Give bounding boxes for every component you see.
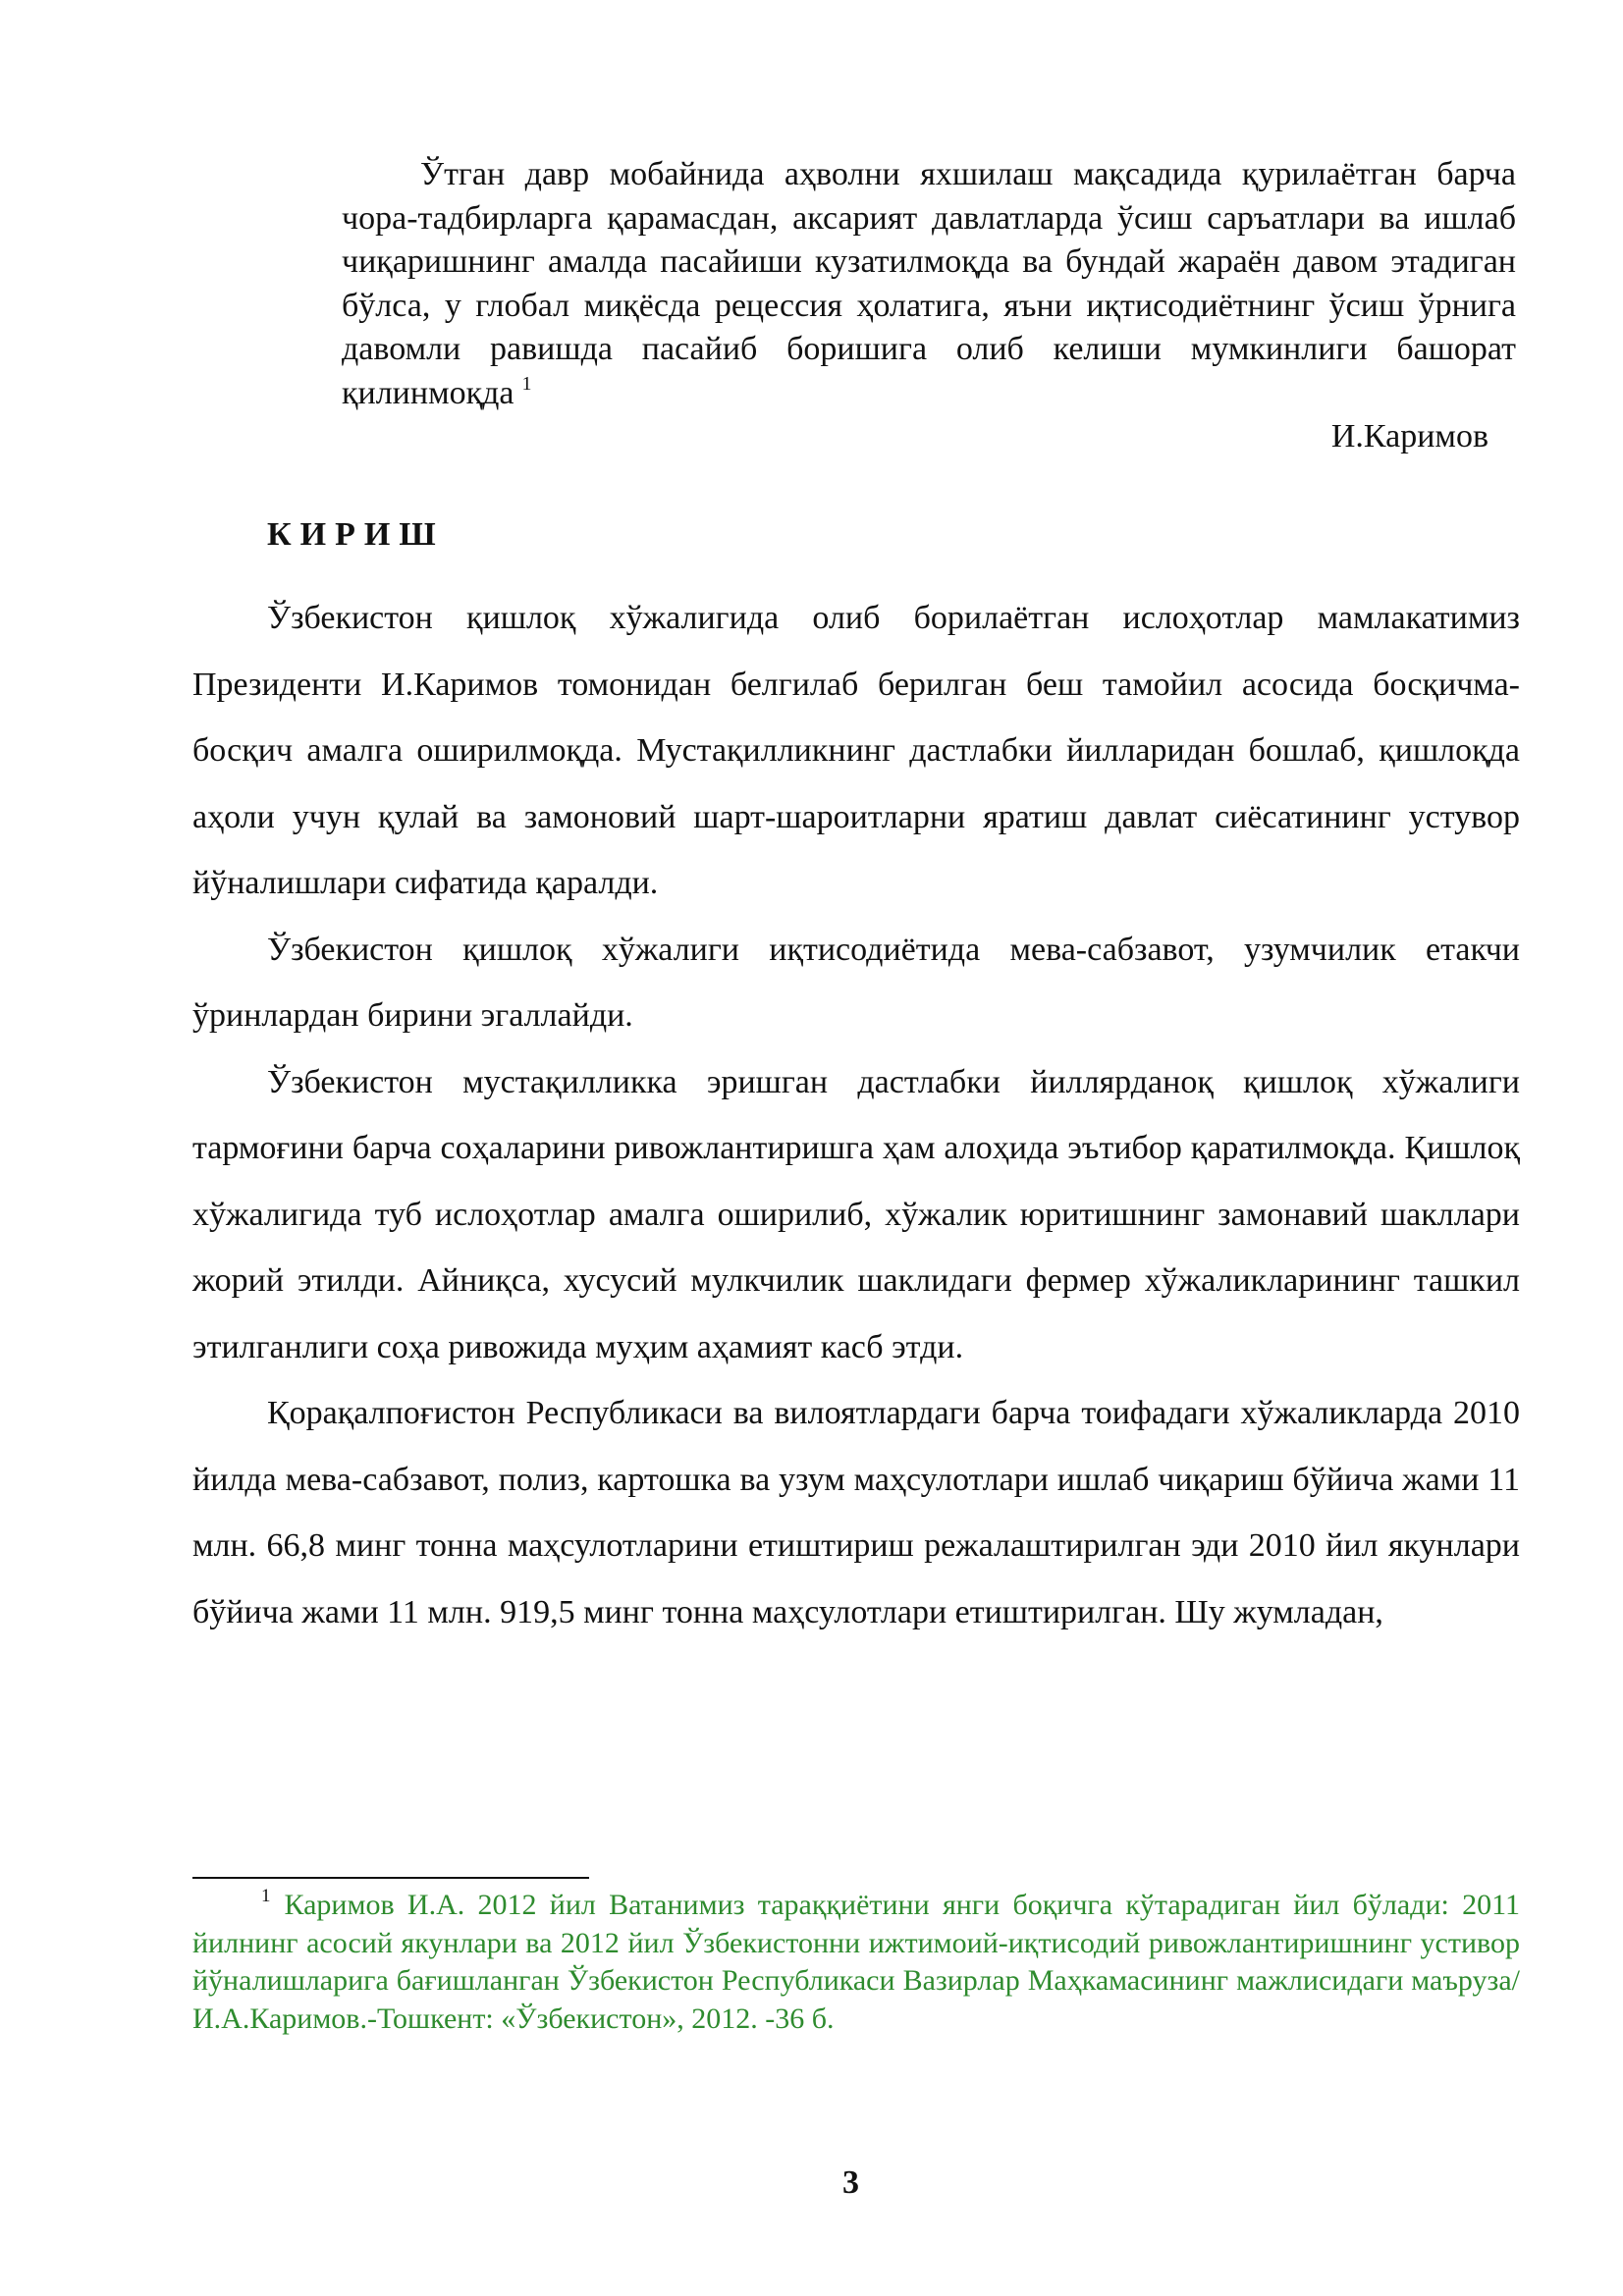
- epigraph-quote: [342, 153, 1516, 415]
- footnote-divider: [192, 1877, 589, 1879]
- epigraph-text: Ўтган давр мобайнида аҳволни яхшилаш мақсадида қурилаётган барча чора-тадбирларга қарамасдан, аксарият давлатларда ўсиш саръатлари ва ишлаб чиқаришнинг амалда пасайиши кузатилмоқда ва бундай жараён давом этадиган бўлса, у глобал миқёсда рецессия ҳолатига, яъни иқтисодиётнинг ўсиш ўрнига давомли равишда пасайиб боришига олиб келиши мумкинлиги башорат қилинмоқда: [342, 156, 1516, 411]
- paragraph: Ўзбекистон қишлоқ хўжалигида олиб борилаётган ислоҳотлар мамлакатимиз Президенти И.Каримов томонидан белгилаб берилган беш тамойил асосида босқичма-босқич амалга оширилмоқда. Мустақилликнинг дастлабки йилларидан бошлаб, қишлоқда аҳоли учун қулай ва замоновий шарт-шароитларни яратиш давлат сиёсатининг устувор йўналишлари сифатида қаралди.: [192, 600, 1520, 901]
- footnote-text: Каримов И.А. 2012 йил Ватанимиз тараққиётини янги боқичга кўтарадиган йил бўлади: 2011 йилнинг асосий якунлари ва 2012 йил Ўзбекистонни ижтимоий-иқтисодий ривожлантиришнинг устивор йўналишларига бағишланган Ўзбекистон Республикаси Вазирлар Маҳкамасининг мажлисидаги маъруза/ И.А.Каримов.-Тошкент: «Ўзбекистон», 2012. -36 б.: [192, 1889, 1520, 2035]
- paragraph: Ўзбекистон мустақилликка эришган дастлабки йиллярданоқ қишлоқ хўжалиги тармоғини барча соҳаларини ривожлантиришга ҳам алоҳида эътибор қаратилмоқда. Қишлоқ хўжалигида туб ислоҳотлар амалга оширилиб, хўжалик юритишнинг замонавий шакллари жорий этилди. Айниқса, хусусий мулкчилик шаклидаги фермер хўжаликларининг ташкил этилганлиги соҳа ривожида муҳим аҳамият касб этди.: [192, 1063, 1520, 1365]
- body-text: [192, 585, 1520, 1645]
- paragraph: Ўзбекистон қишлоқ хўжалиги иқтисодиётида мева-сабзавот, узумчилик етакчи ўринлардан бирини эгаллайди.: [192, 931, 1520, 1034]
- footnote: [192, 1887, 1520, 2038]
- footnote-number: 1: [261, 1886, 271, 1906]
- section-heading: КИРИШ: [267, 516, 445, 553]
- page-number: 3: [842, 2164, 859, 2201]
- footnote-reference[interactable]: 1: [521, 372, 532, 395]
- paragraph: Қорақалпоғистон Республикаси ва вилоятлардаги барча тоифадаги хўжаликларда 2010 йилда мева-сабзавот, полиз, картошка ва узум маҳсулотлари ишлаб чиқариш бўйича жами 11 млн. 66,8 минг тонна маҳсулотларини етиштириш режалаштирилган эди 2010 йил якунлари бўйича жами 11 млн. 919,5 минг тонна маҳсулотлари етиштирилган. Шу жумладан,: [192, 1395, 1520, 1630]
- epigraph-author: И.Каримов: [1330, 418, 1488, 454]
- epigraph: [342, 153, 1516, 459]
